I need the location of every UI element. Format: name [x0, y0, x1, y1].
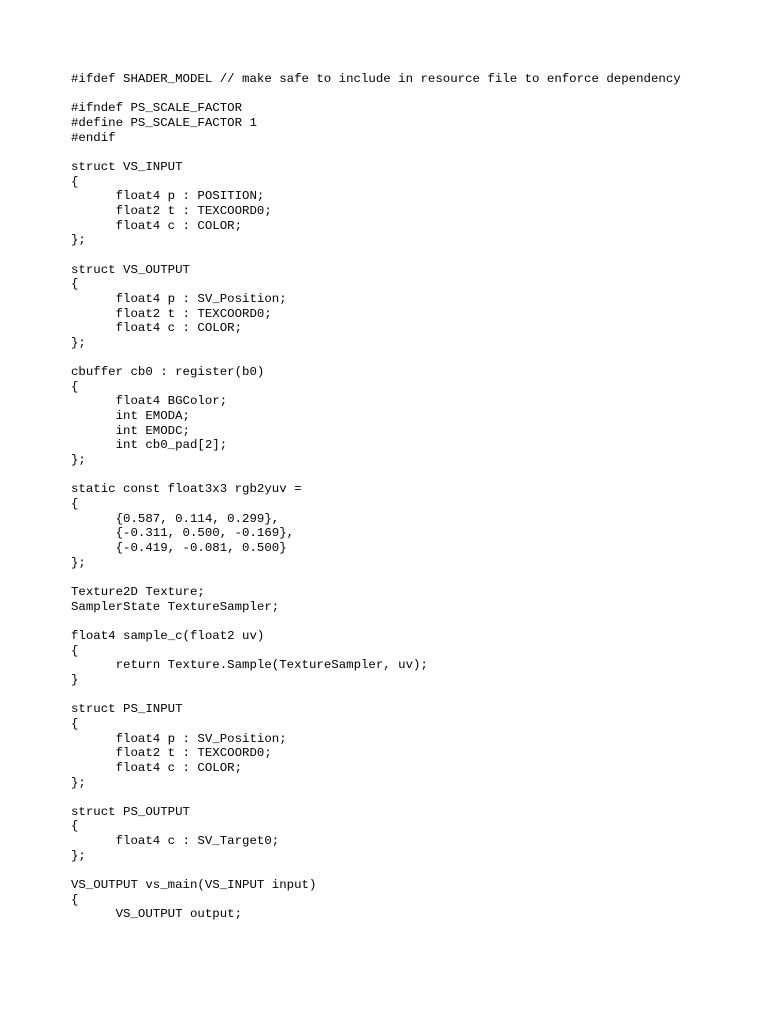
code-line: static const float3x3 rgb2yuv = [71, 482, 302, 497]
code-line: {-0.419, -0.081, 0.500} [71, 541, 287, 555]
code-line [71, 468, 751, 483]
code-line: Texture2D Texture; [71, 584, 205, 599]
code-line [71, 87, 751, 102]
code-line: }; [71, 555, 86, 570]
code-line: float2 t : TEXCOORD0; [71, 306, 272, 321]
code-line: float4 c : COLOR; [71, 760, 243, 775]
code-line [71, 863, 751, 878]
code-line: { [71, 819, 79, 834]
code-line: float4 c : SV_Target0; [71, 834, 280, 849]
code-line: float4 p : SV_Position; [71, 731, 287, 746]
code-line: }; [71, 233, 86, 248]
code-line: { [71, 277, 79, 292]
code-line: float4 sample_c(float2 uv) [71, 628, 265, 643]
code-line [71, 350, 751, 365]
code-line: float4 c : COLOR; [71, 218, 243, 233]
code-line: return Texture.Sample(TextureSampler, uv); [71, 658, 428, 673]
code-line: }; [71, 848, 86, 863]
code-line: VS_OUTPUT vs_main(VS_INPUT input) [71, 878, 317, 893]
code-line: float2 t : TEXCOORD0; [71, 203, 272, 218]
code-line: }; [71, 335, 86, 350]
code-line: int cb0_pad[2]; [71, 438, 228, 453]
code-line: { [71, 892, 79, 907]
code-line [71, 614, 751, 629]
code-listing [71, 72, 751, 922]
code-line: }; [71, 453, 86, 468]
code-line: float4 p : POSITION; [71, 189, 265, 204]
code-line: #ifndef PS_SCALE_FACTOR [71, 101, 243, 116]
code-line: { [71, 716, 79, 731]
code-line [71, 248, 751, 263]
code-line: int EMODC; [71, 423, 190, 438]
code-line: #endif [71, 130, 116, 145]
code-line: struct PS_OUTPUT [71, 804, 190, 819]
code-line: } [71, 672, 79, 687]
code-line: {0.587, 0.114, 0.299}, [71, 511, 280, 526]
code-line [71, 570, 751, 585]
code-line: struct VS_INPUT [71, 159, 183, 174]
code-line: #ifdef SHADER_MODEL // make safe to include in resource file to enforce dependency [71, 72, 681, 86]
code-line [71, 145, 751, 160]
code-line: cbuffer cb0 : register(b0) [71, 365, 265, 380]
code-line: float4 p : SV_Position; [71, 291, 287, 306]
code-line: {-0.311, 0.500, -0.169}, [71, 526, 295, 541]
code-line: { [71, 174, 79, 189]
code-line: { [71, 643, 79, 658]
code-line: SamplerState TextureSampler; [71, 599, 280, 614]
code-line: #define PS_SCALE_FACTOR 1 [71, 115, 257, 130]
code-line: { [71, 379, 79, 394]
code-line: float4 c : COLOR; [71, 321, 243, 336]
code-line: VS_OUTPUT output; [71, 907, 243, 922]
code-line: { [71, 497, 79, 512]
code-line: }; [71, 775, 86, 790]
code-line: float2 t : TEXCOORD0; [71, 746, 272, 761]
code-line: struct VS_OUTPUT [71, 262, 190, 277]
code-line: struct PS_INPUT [71, 702, 183, 717]
code-line [71, 688, 751, 703]
code-line: float4 BGColor; [71, 394, 228, 409]
code-line [71, 790, 751, 805]
code-line: int EMODA; [71, 409, 190, 424]
